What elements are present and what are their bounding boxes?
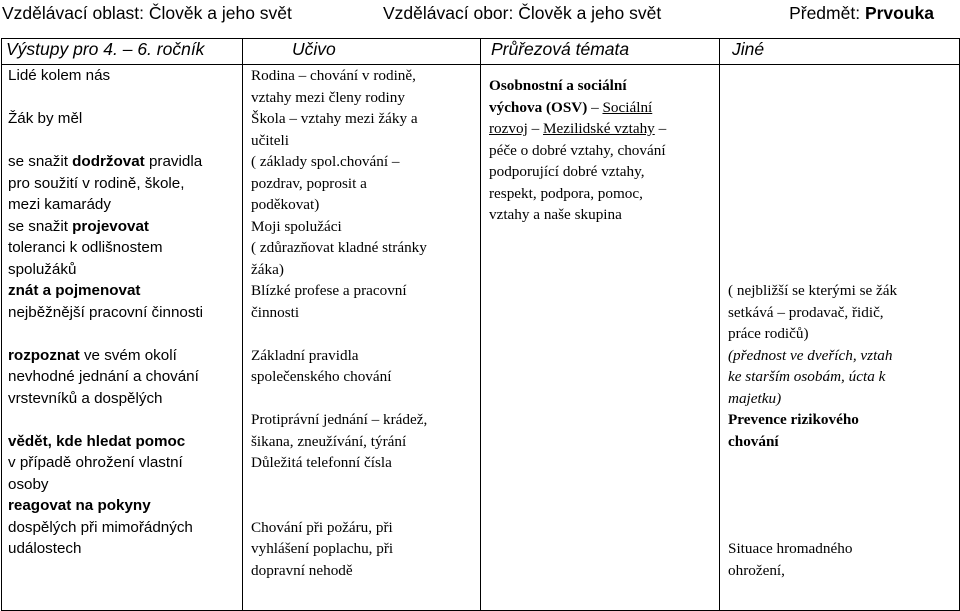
jine-line: ( nejbližší se kterými se žák: [728, 282, 898, 299]
ucivo-line: šikana, zneužívání, týrání: [251, 432, 407, 450]
ucivo-line: společenského chování: [251, 368, 392, 385]
vystupy-item-3-line-2: nejběžnější pracovní činnosti: [8, 303, 204, 321]
vystupy-item-5-line-3: osoby: [8, 475, 49, 493]
ucivo-line: vyhlášení poplachu, při: [251, 540, 394, 557]
ucivo-line: Moji spolužáci: [251, 217, 342, 235]
predmet-prefix: Předmět:: [789, 3, 865, 23]
vystupy-item-5-line-2: v případě ohrožení vlastní: [8, 454, 183, 471]
vystupy-cell: [2, 65, 243, 611]
ucivo-line: ( základy spol.chování –: [251, 153, 400, 170]
column-header-jine: Jiné: [720, 39, 960, 65]
dash: –: [587, 98, 603, 116]
column-header-row: [2, 39, 960, 65]
curriculum-table: [1, 38, 960, 611]
predmet-label: [789, 3, 934, 24]
vystupy-item-3: znát a pojmenovat: [8, 282, 141, 299]
jine-line: setkává – prodavač, řidič,: [728, 303, 884, 321]
vystupy-item-6-line-2: dospělých při mimořádných: [8, 518, 193, 536]
vystupy-item-4: [8, 345, 242, 367]
jine-line-italic: majetku): [728, 389, 782, 407]
osv-abbrev: výchova (OSV): [489, 98, 588, 116]
column-header-vystupy: Výstupy pro 4. – 6. ročník: [2, 39, 243, 65]
item-text: pravidla: [144, 153, 203, 170]
osv-line: péče o dobré vztahy, chování: [489, 141, 666, 159]
ucivo-line: učiteli: [251, 131, 289, 149]
predmet-value: Prvouka: [864, 3, 934, 23]
vystupy-item-4-line-3: vrstevníků a dospělých: [8, 389, 163, 407]
ucivo-line: poděkovat): [251, 196, 320, 213]
osv-line: vztahy a naše skupina: [489, 206, 622, 223]
jine-line: práce rodičů): [728, 325, 809, 342]
ucivo-line: žáka): [251, 260, 284, 278]
ucivo-line: Rodina – chování v rodině,: [251, 67, 416, 84]
item-text: ve svém okolí: [79, 346, 177, 364]
obor-label: Vzdělávací obor: Člověk a jeho svět: [383, 3, 662, 23]
jine-line-italic: ke starším osobám, úcta k: [728, 368, 886, 385]
ucivo-line: Blízké profese a pracovní: [251, 282, 407, 299]
ucivo-line: Základní pravidla: [251, 346, 359, 364]
item-verb: dodržovat: [72, 153, 145, 170]
ucivo-line: Škola – vztahy mezi žáky a: [251, 110, 418, 127]
osv-link-rozvoj: rozvoj: [489, 120, 528, 137]
ucivo-line: Důležitá telefonní čísla: [251, 454, 392, 471]
vystupy-item-2-line-3: spolužáků: [8, 260, 77, 278]
osv-title: Osobnostní a sociální: [489, 77, 627, 94]
vystupy-item-2: [8, 216, 242, 238]
vystupy-item-6-line-3: událostech: [8, 540, 82, 557]
prurezova-cell: [481, 65, 720, 611]
column-header-ucivo: Učivo: [243, 39, 481, 65]
column-header-prurezova: Průřezová témata: [481, 39, 720, 65]
vystupy-item-5: vědět, kde hledat pomoc: [8, 432, 186, 450]
vystupy-item-2-line-2: toleranci k odlišnostem: [8, 239, 163, 256]
item-text: se snažit: [8, 153, 73, 170]
jine-line: Situace hromadného: [728, 540, 853, 557]
osv-link-socialni: Sociální: [602, 98, 653, 116]
ucivo-line: Chování při požáru, při: [251, 518, 393, 536]
content-row: [2, 65, 960, 611]
ucivo-line: dopravní nehodě: [251, 561, 353, 579]
ucivo-line: ( zdůrazňovat kladné stránky: [251, 239, 427, 256]
vystupy-item-1: [8, 151, 242, 173]
document-header: [0, 0, 960, 32]
osv-line-2: [489, 97, 719, 119]
vystupy-heading: Lidé kolem nás: [8, 67, 111, 84]
item-verb: rozpoznat: [8, 346, 80, 364]
ucivo-line: činnosti: [251, 303, 300, 321]
jine-line-italic: (přednost ve dveřích, vztah: [728, 346, 893, 364]
osv-link-mezilidske: Mezilidské vztahy: [543, 120, 655, 137]
item-text: se snažit: [8, 217, 73, 235]
prevence-title: Prevence rizikového: [728, 411, 859, 428]
vystupy-item-1-line-3: mezi kamarády: [8, 196, 111, 213]
ucivo-cell: [243, 65, 481, 611]
oblast-label: Vzdělávací oblast: Člověk a jeho svět: [2, 3, 292, 23]
ucivo-line: Protiprávní jednání – krádež,: [251, 411, 428, 428]
prevence-title-2: chování: [728, 432, 779, 450]
osv-line-3: [489, 118, 719, 140]
dash: –: [654, 120, 667, 137]
jine-line: ohrožení,: [728, 561, 785, 579]
item-verb: projevovat: [72, 217, 149, 235]
dash: –: [527, 120, 543, 137]
osv-line: podporující dobré vztahy,: [489, 163, 645, 180]
vystupy-intro: Žák by měl: [8, 110, 83, 127]
osv-line: respekt, podpora, pomoc,: [489, 184, 643, 202]
vystupy-item-4-line-2: nevhodné jednání a chování: [8, 368, 199, 385]
vystupy-item-1-line-2: pro soužití v rodině, škole,: [8, 174, 185, 192]
ucivo-line: vztahy mezi členy rodiny: [251, 88, 405, 106]
vystupy-item-6: reagovat na pokyny: [8, 497, 151, 514]
ucivo-line: pozdrav, poprosit a: [251, 174, 367, 192]
jine-cell: [720, 65, 960, 611]
